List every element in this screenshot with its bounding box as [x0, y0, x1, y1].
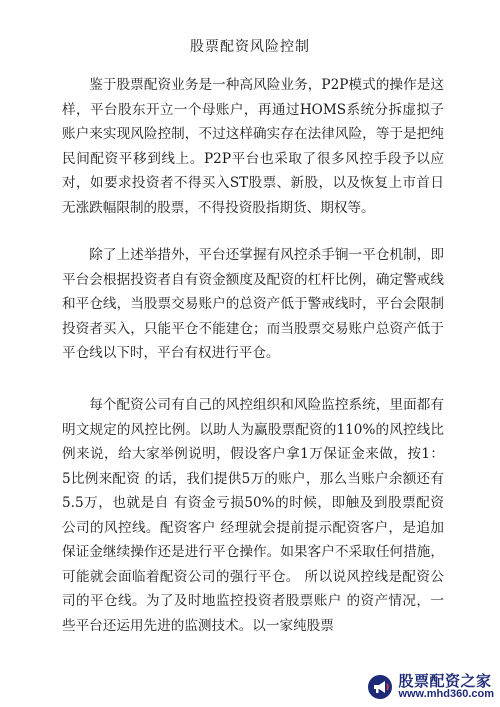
paragraph-liquidation-mechanism: 除了上述举措外，平台还掌握有风控杀手锏一平仓机制，即平台会根据投资者自有资金额度及配资的杠杆比例，确定警戒线和平仓线，当股票交易账户的总资产低于警戒线时，平台会限制投资者买入，只能平仓不能建仓；而当股票交易账户总资产低于平仓线以下时，平台有权进行平仓。 [62, 247, 444, 361]
site-watermark-logo [367, 671, 494, 701]
document-title: 股票配资风险控制 [190, 39, 310, 55]
watermark-site-name: 股票配资之家 [398, 671, 492, 690]
megaphone-logo-icon [367, 674, 393, 700]
watermark-site-url: www.mhd360.com [398, 688, 494, 701]
paragraph-risk-modes: 鉴于股票配资业务是一种高风险业务，P2P模式的操作是这样，平台股东开立一个母账户，再通过HOMS系统分拆虚拟子账户来实现风险控制，不过这样确实存在法律风险，等于是把纯民间配资平移到线上。P2P平台也采取了很多风控手段予以应对，如要求投资者不得买入ST股票、新股，以及恢复上市首日无涨跌幅限制的股票，不得投资股指期货、期权等。 [62, 77, 444, 216]
paragraph-risk-ratio-example: 每个配资公司有自己的风控组织和风险监控系统，里面都有明文规定的风控比例。以助人为赢股票配资的110%的风控线比例来说，给大家举例说明，假设客户拿1万保证金来做，按1： 5比例来配资 的话，我们提供5万的账户，那么当账户余额还有5.5万，也就是自 有资金亏损50%的时候，即触及到股票配资公司的风控线。配资客户 经理就会提前提示配资客户，是追加保证金继续操作还是进行平仓操作。如果客户不采取任何措施，可能就会面临着配资公司的强行平仓。 所以说风控线是配资公司的平仓线。为了及时地监控投资者股票账户 的资产情况，一些平台还运用先进的监测技术。以一家纯股票 [62, 397, 444, 634]
